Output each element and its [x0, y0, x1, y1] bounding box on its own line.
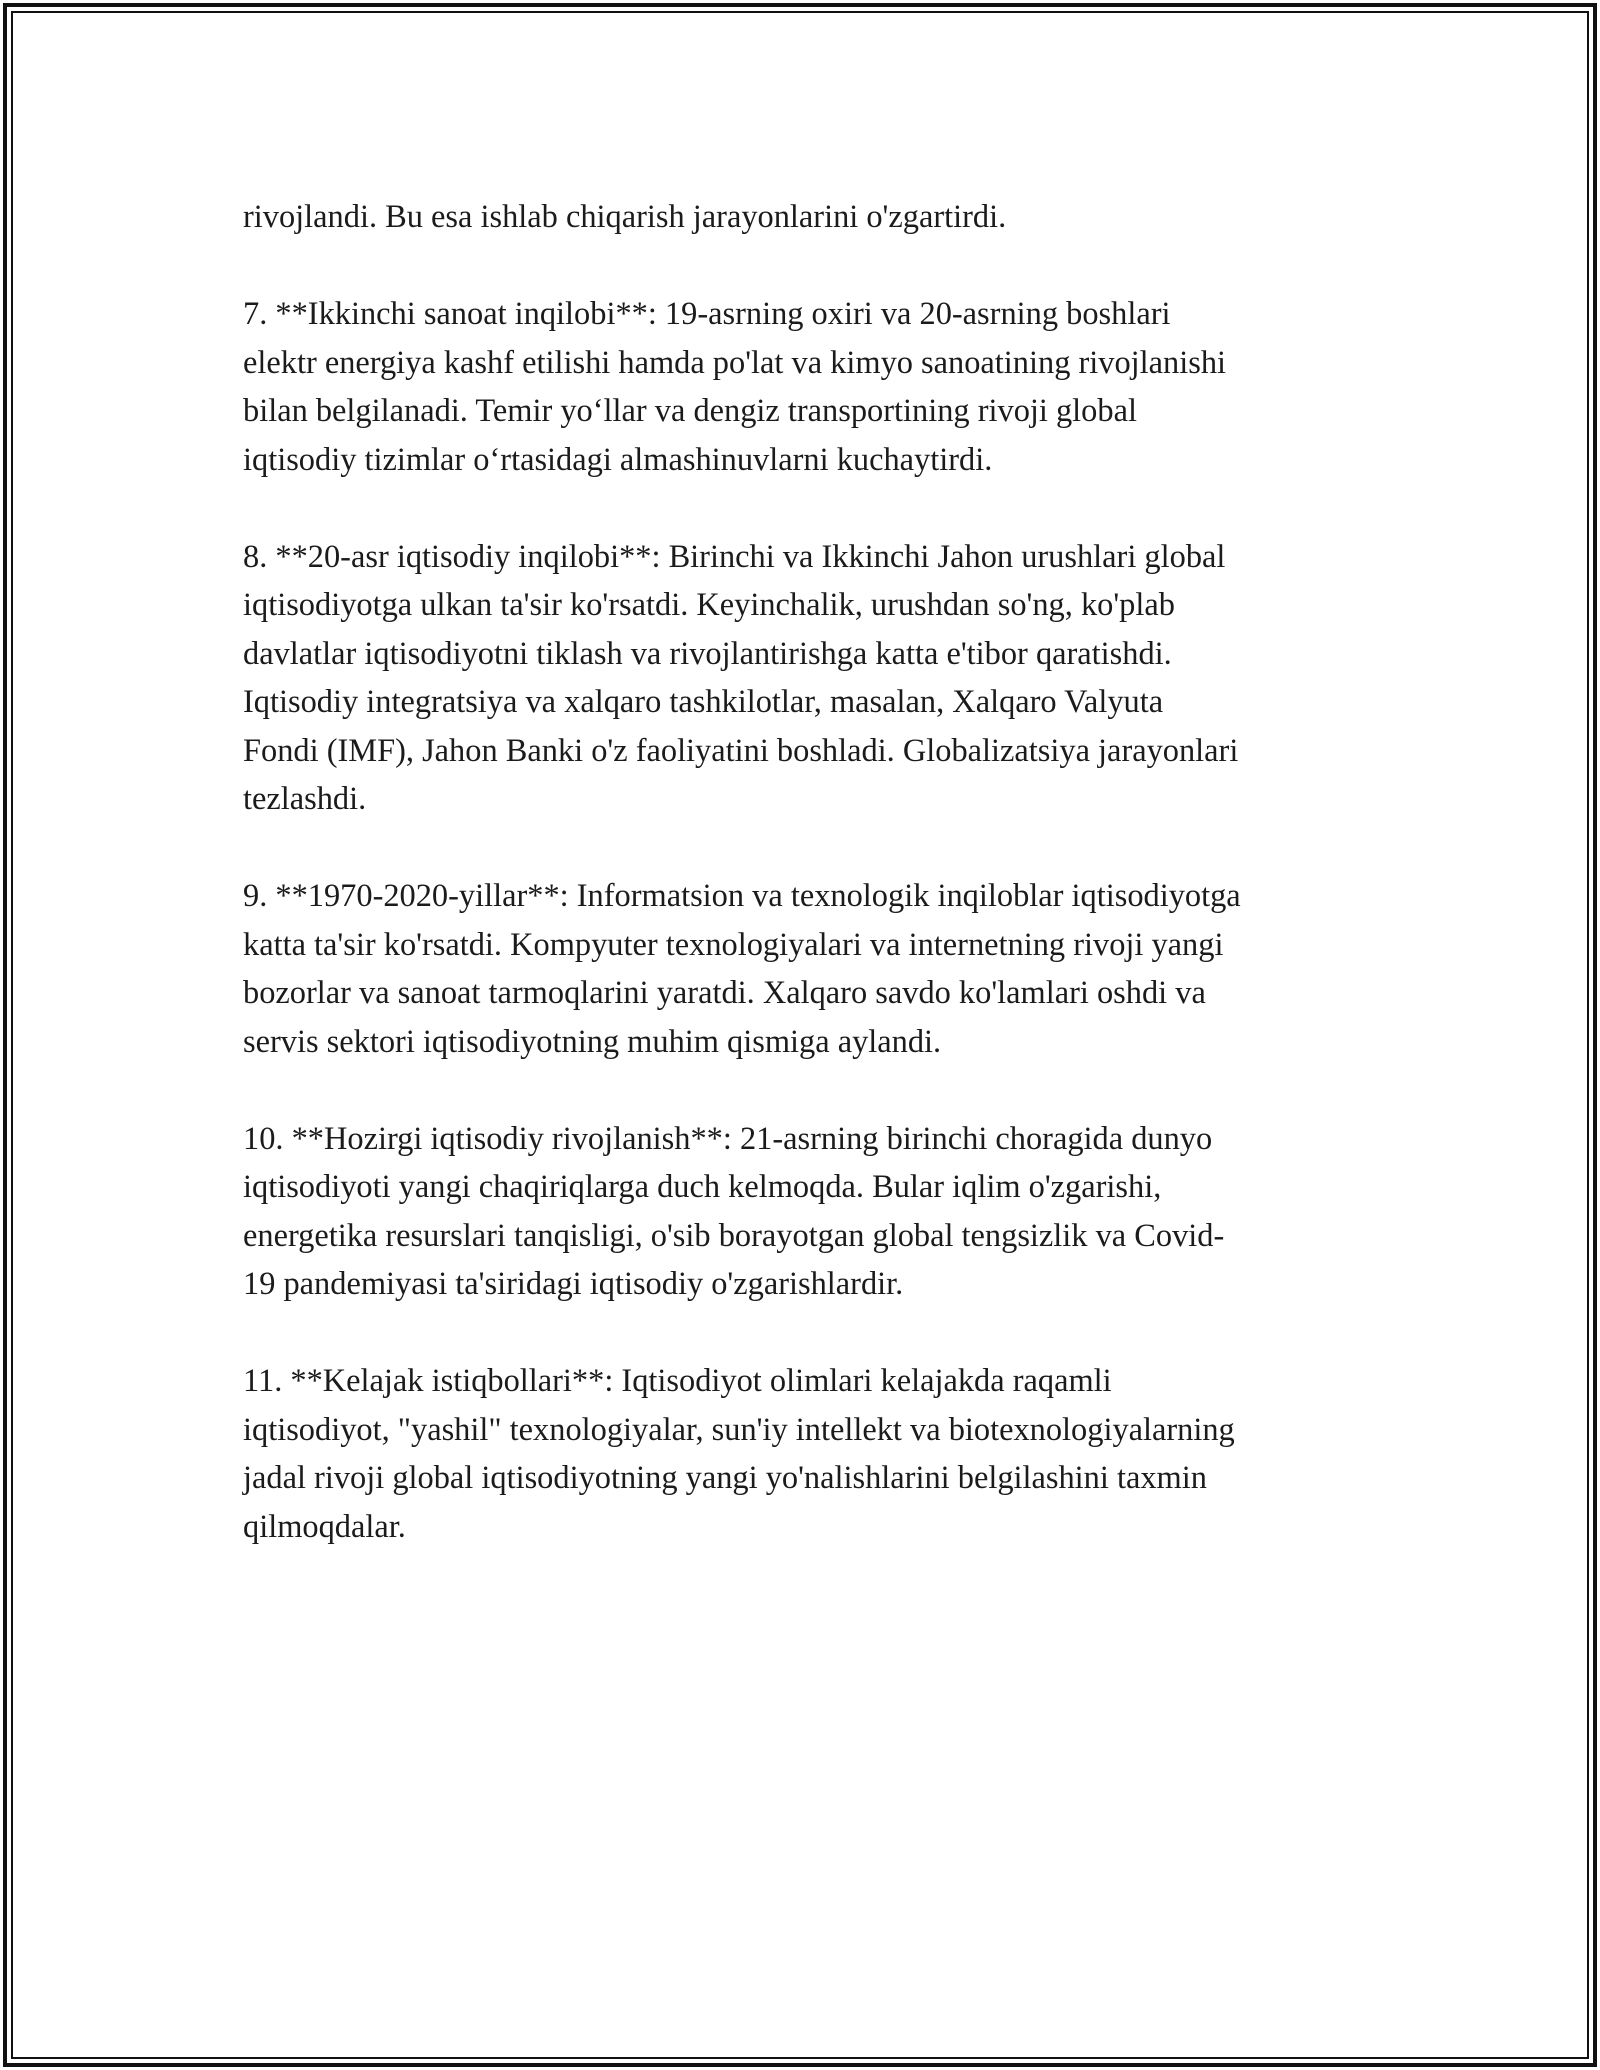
paragraph-item-11: 11. **Kelajak istiqbollari**: Iqtisodiyot olimlari kelajakda raqamli iqtisodiyot, "yashil" texnologiyalar, sun'iy intellekt va biotexnologiyalarning jadal rivoji global iqtisodiyotning yangi yo'nalishlarini belgilashini taxmin qilmoqdalar.	[243, 1363, 1235, 1545]
page-border	[3, 3, 1597, 2067]
paragraph-item-10: 10. **Hozirgi iqtisodiy rivojlanish**: 21-asrning birinchi choragida dunyo iqtisodiyoti yangi chaqiriqlarga duch kelmoqda. Bular iqlim o'zgarishi, energetika resurslari tanqisligi, o'sib borayotgan global tengsizlik va Covid- 19 pandemiyasi ta'siridagi iqtisodiy o'zgarishlardir.	[243, 1120, 1225, 1302]
paragraph-item-9: 9. **1970-2020-yillar**: Informatsion va texnologik inqiloblar iqtisodiyotga katta ta'sir ko'rsatdi. Kompyuter texnologiyalari va internetning rivoji yangi bozorlar va sanoat tarmoqlarini yaratdi. Xalqaro savdo ko'lamlari oshdi va servis sektori iqtisodiyotning muhim qismiga aylandi.	[243, 878, 1241, 1060]
paragraph-item-7: 7. **Ikkinchi sanoat inqilobi**: 19-asrning oxiri va 20-asrning boshlari elektr energiya kashf etilishi hamda po'lat va kimyo sanoatining rivojlanishi bilan belgilanadi. Temir yo‘llar va dengiz transportining rivoji global iqtisodiy tizimlar o‘rtasidagi almashinuvlarni kuchaytirdi.	[243, 296, 1227, 478]
paragraph-item-8: 8. **20-asr iqtisodiy inqilobi**: Birinchi va Ikkinchi Jahon urushlari global iqtisodiyotga ulkan ta'sir ko'rsatdi. Keyinchalik, urushdan so'ng, ko'plab davlatlar iqtisodiyotni tiklash va rivojlantirishga katta e'tibor qaratishdi. Iqtisodiy integratsiya va xalqaro tashkilotlar, masalan, Xalqaro Valyuta Fondi (IMF), Jahon Banki o'z faoliyatini boshladi. Globalizatsiya jarayonlari tezlashdi.	[243, 538, 1239, 817]
paragraph-continuation: rivojlandi. Bu esa ishlab chiqarish jarayonlarini o'zgartirdi.	[243, 199, 1007, 235]
document-body	[243, 193, 1379, 1600]
